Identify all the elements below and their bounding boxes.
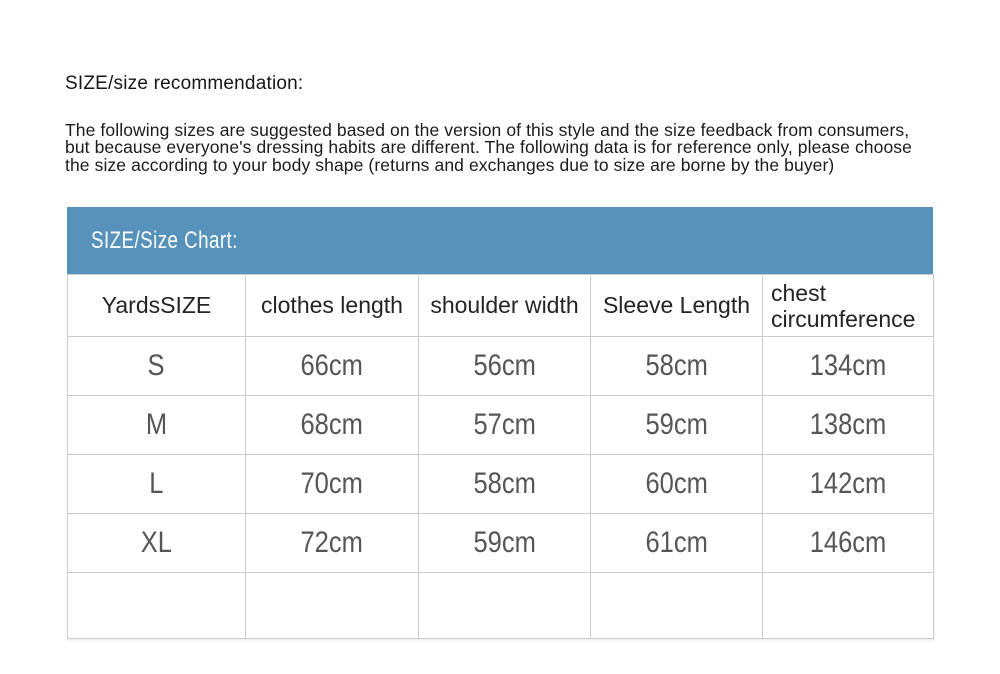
sleeve-length-cell [591,514,763,573]
size-chart-title: SIZE/Size Chart: [91,226,238,254]
col-header-clothes-length: clothes length [246,275,419,337]
row-xl [68,514,934,573]
empty-cell [763,573,934,639]
empty-cell [419,573,591,639]
size-label: S [147,349,165,382]
clothes-length-cell [246,455,419,514]
size-label-cell [68,455,246,514]
col-header-size: YardsSIZE [68,275,246,337]
size-label: L [149,467,164,500]
value: 58cm [645,349,708,382]
sleeve-length-cell [591,455,763,514]
size-label: M [145,408,168,441]
value: 142cm [809,467,887,500]
chest-circumference-cell [763,396,934,455]
value: 59cm [645,408,708,441]
value: 61cm [645,526,708,559]
size-chart [67,207,933,639]
sleeve-length-cell [591,396,763,455]
value: 134cm [809,349,887,382]
col-header-chest-circumference: chest circumference [763,275,934,337]
header-row [68,275,934,337]
empty-cell [246,573,419,639]
col-header-shoulder-width: shoulder width [419,275,591,337]
page-title: SIZE/size recommendation: [65,73,304,94]
row-l [68,455,934,514]
empty-cell [591,573,763,639]
intro-line: but because everyone's dressing habits are different. The following data is for reference only, please choose [65,137,912,158]
shoulder-width-cell [419,455,591,514]
shoulder-width-cell [419,337,591,396]
value: 70cm [300,467,364,500]
intro-line: The following sizes are suggested based on the version of this style and the size feedback from consumers, [65,120,910,140]
sleeve-length-cell [591,337,763,396]
empty-cell [68,573,246,639]
shoulder-width-cell [419,514,591,573]
clothes-length-cell [246,337,419,396]
value: 138cm [809,408,887,441]
chest-circumference-cell [763,337,934,396]
shoulder-width-cell [419,396,591,455]
col-header-sleeve-length: Sleeve Length [591,275,763,337]
intro-paragraph [65,122,912,174]
row-m [68,396,934,455]
value: 72cm [300,526,364,559]
value: 60cm [645,467,708,500]
value: 58cm [473,467,536,500]
value: 146cm [809,526,887,559]
value: 57cm [473,408,536,441]
size-label-cell [68,514,246,573]
intro-line: the size according to your body shape (returns and exchanges due to size are borne by the buyer) [65,154,835,175]
row-s [68,337,934,396]
size-table [67,274,934,639]
clothes-length-cell [246,396,419,455]
value: 66cm [300,349,364,382]
size-label: XL [140,526,173,559]
value: 68cm [300,408,364,441]
size-chart-title-bar [67,207,933,274]
chest-circumference-cell [763,514,934,573]
size-label-cell [68,396,246,455]
row-empty [68,573,934,639]
size-label-cell [68,337,246,396]
value: 56cm [473,349,536,382]
value: 59cm [473,526,536,559]
clothes-length-cell [246,514,419,573]
chest-circumference-cell [763,455,934,514]
